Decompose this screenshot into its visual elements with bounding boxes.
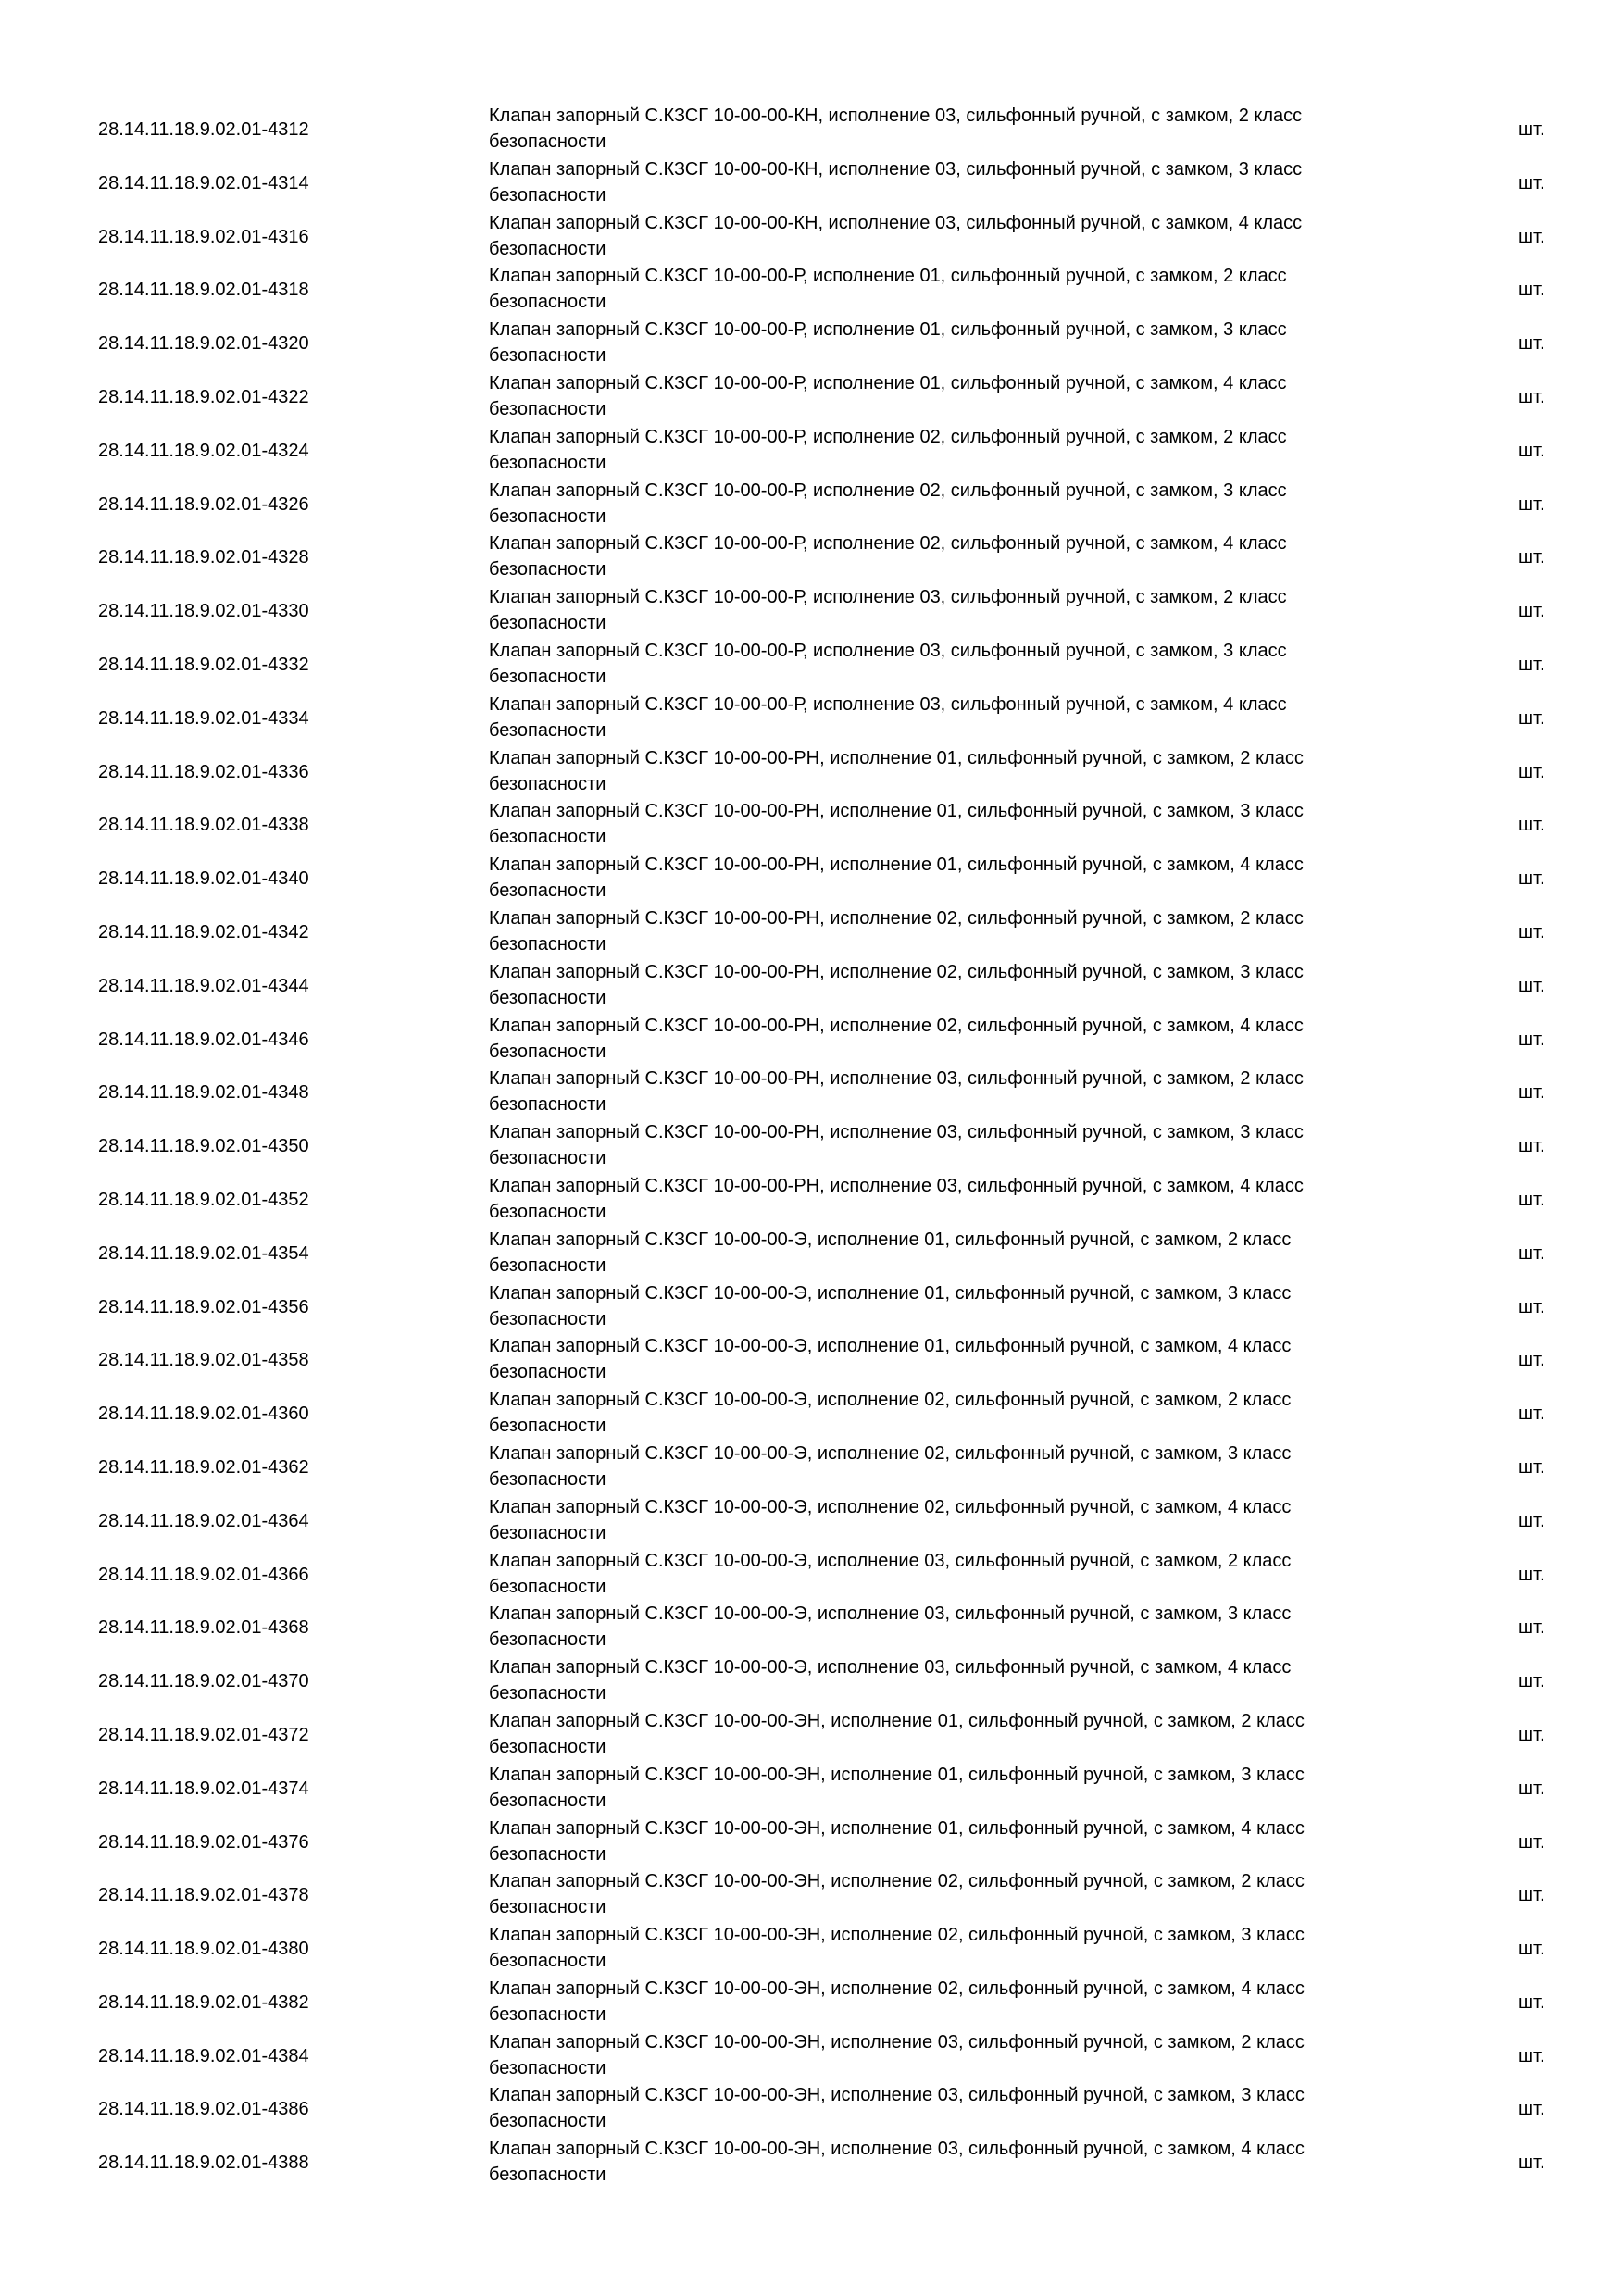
table-row [0,1173,1624,1227]
row-unit: шт. [1518,547,1545,568]
row-code: 28.14.11.18.9.02.01-4320 [98,333,309,355]
row-description: Клапан запорный С.КЗСГ 10-00-00-КН, исполнение 03, сильфонный ручной, с замком, 3 класс безопасности [489,158,1303,206]
table-row [0,1441,1624,1494]
row-description: Клапан запорный С.КЗСГ 10-00-00-РН, исполнение 02, сильфонный ручной, с замком, 3 класс безопасности [489,961,1304,1008]
table-row [0,692,1624,745]
row-unit: шт. [1518,2045,1545,2066]
row-description: Клапан запорный С.КЗСГ 10-00-00-Э, исполнение 01, сильфонный ручной, с замком, 2 класс безопасности [489,1229,1292,1276]
table-row [0,1654,1624,1708]
row-code: 28.14.11.18.9.02.01-4364 [98,1510,309,1531]
row-code: 28.14.11.18.9.02.01-4366 [98,1564,309,1585]
row-unit: шт. [1518,1189,1545,1210]
table-row [0,263,1624,317]
row-code: 28.14.11.18.9.02.01-4350 [98,1136,309,1157]
row-unit: шт. [1518,707,1545,729]
row-description: Клапан запорный С.КЗСГ 10-00-00-КН, исполнение 03, сильфонный ручной, с замком, 2 класс безопасности [489,106,1303,152]
row-unit: шт. [1518,1082,1545,1104]
row-description: Клапан запорный С.КЗСГ 10-00-00-ЭН, исполнение 03, сильфонный ручной, с замком, 3 класс безопасности [489,2085,1305,2132]
row-description: Клапан запорный С.КЗСГ 10-00-00-ЭН, исполнение 01, сильфонный ручной, с замком, 4 класс безопасности [489,1817,1305,1865]
row-code: 28.14.11.18.9.02.01-4324 [98,440,309,461]
row-unit: шт. [1518,1350,1545,1371]
row-unit: шт. [1518,921,1545,942]
row-description: Клапан запорный С.КЗСГ 10-00-00-Р, исполнение 03, сильфонный ручной, с замком, 4 класс безопасности [489,693,1287,741]
row-code: 28.14.11.18.9.02.01-4344 [98,975,309,996]
row-description: Клапан запорный С.КЗСГ 10-00-00-РН, исполнение 01, сильфонный ручной, с замком, 4 класс безопасности [489,855,1304,902]
table-row [0,745,1624,799]
table-row [0,1601,1624,1654]
table-row [0,852,1624,905]
row-code: 28.14.11.18.9.02.01-4348 [98,1082,309,1104]
table-row [0,478,1624,531]
row-code: 28.14.11.18.9.02.01-4318 [98,280,309,301]
row-unit: шт. [1518,975,1545,996]
row-description: Клапан запорный С.КЗСГ 10-00-00-ЭН, исполнение 03, сильфонный ручной, с замком, 2 класс безопасности [489,2031,1305,2078]
row-description: Клапан запорный С.КЗСГ 10-00-00-Э, исполнение 02, сильфонный ручной, с замком, 3 класс безопасности [489,1442,1292,1490]
row-unit: шт. [1518,1564,1545,1585]
table-row [0,1816,1624,1869]
row-description: Клапан запорный С.КЗСГ 10-00-00-Э, исполнение 03, сильфонный ручной, с замком, 2 класс безопасности [489,1550,1292,1597]
row-unit: шт. [1518,1510,1545,1531]
row-description: Клапан запорный С.КЗСГ 10-00-00-Р, исполнение 01, сильфонный ручной, с замком, 3 класс безопасности [489,319,1287,367]
row-description: Клапан запорный С.КЗСГ 10-00-00-ЭН, исполнение 01, сильфонный ручной, с замком, 2 класс безопасности [489,1710,1305,1757]
row-code: 28.14.11.18.9.02.01-4370 [98,1671,309,1692]
table-row [0,1333,1624,1387]
row-code: 28.14.11.18.9.02.01-4316 [98,226,309,247]
row-unit: шт. [1518,1242,1545,1264]
row-unit: шт. [1518,333,1545,355]
table-row [0,1494,1624,1548]
row-description: Клапан запорный С.КЗСГ 10-00-00-ЭН, исполнение 02, сильфонный ручной, с замком, 3 класс безопасности [489,1925,1305,1972]
row-code: 28.14.11.18.9.02.01-4346 [98,1029,309,1050]
row-unit: шт. [1518,654,1545,675]
table-row [0,1548,1624,1602]
row-unit: шт. [1518,226,1545,247]
table-row [0,210,1624,264]
row-code: 28.14.11.18.9.02.01-4340 [98,868,309,890]
table-row [0,1227,1624,1280]
row-code: 28.14.11.18.9.02.01-4312 [98,119,309,140]
row-description: Клапан запорный С.КЗСГ 10-00-00-ЭН, исполнение 02, сильфонный ручной, с замком, 4 класс безопасности [489,1978,1305,2025]
row-code: 28.14.11.18.9.02.01-4374 [98,1778,309,1799]
row-code: 28.14.11.18.9.02.01-4356 [98,1296,309,1317]
row-description: Клапан запорный С.КЗСГ 10-00-00-РН, исполнение 03, сильфонный ручной, с замком, 2 класс безопасности [489,1068,1304,1116]
table-row [0,1280,1624,1334]
row-description: Клапан запорный С.КЗСГ 10-00-00-Р, исполнение 03, сильфонный ручной, с замком, 3 класс безопасности [489,640,1287,687]
row-unit: шт. [1518,1991,1545,2013]
row-description: Клапан запорный С.КЗСГ 10-00-00-ЭН, исполнение 03, сильфонный ручной, с замком, 4 класс безопасности [489,2139,1305,2186]
row-unit: шт. [1518,1136,1545,1157]
table-row [0,1387,1624,1441]
table-row [0,959,1624,1013]
row-unit: шт. [1518,868,1545,890]
row-code: 28.14.11.18.9.02.01-4322 [98,386,309,407]
row-description: Клапан запорный С.КЗСГ 10-00-00-Э, исполнение 01, сильфонный ручной, с замком, 4 класс безопасности [489,1336,1292,1383]
row-unit: шт. [1518,172,1545,193]
row-unit: шт. [1518,1671,1545,1692]
row-code: 28.14.11.18.9.02.01-4368 [98,1617,309,1639]
row-description: Клапан запорный С.КЗСГ 10-00-00-РН, исполнение 03, сильфонный ручной, с замком, 3 класс безопасности [489,1122,1304,1169]
row-code: 28.14.11.18.9.02.01-4360 [98,1404,309,1425]
row-code: 28.14.11.18.9.02.01-4378 [98,1885,309,1906]
row-code: 28.14.11.18.9.02.01-4358 [98,1350,309,1371]
row-description: Клапан запорный С.КЗСГ 10-00-00-Р, исполнение 01, сильфонный ручной, с замком, 2 класс безопасности [489,266,1287,313]
table-row [0,530,1624,584]
row-code: 28.14.11.18.9.02.01-4354 [98,1242,309,1264]
row-description: Клапан запорный С.КЗСГ 10-00-00-РН, исполнение 01, сильфонный ручной, с замком, 3 класс безопасности [489,801,1304,848]
row-unit: шт. [1518,386,1545,407]
table-row [0,317,1624,370]
row-code: 28.14.11.18.9.02.01-4386 [98,2099,309,2120]
row-description: Клапан запорный С.КЗСГ 10-00-00-Р, исполнение 02, сильфонный ручной, с замком, 2 класс безопасности [489,426,1287,473]
table-row [0,370,1624,424]
row-code: 28.14.11.18.9.02.01-4342 [98,921,309,942]
table-row [0,2082,1624,2136]
row-code: 28.14.11.18.9.02.01-4388 [98,2152,309,2174]
row-unit: шт. [1518,2099,1545,2120]
row-unit: шт. [1518,119,1545,140]
row-unit: шт. [1518,1778,1545,1799]
row-description: Клапан запорный С.КЗСГ 10-00-00-РН, исполнение 02, сильфонный ручной, с замком, 2 класс безопасности [489,907,1304,955]
row-unit: шт. [1518,815,1545,836]
table-row [0,2136,1624,2190]
table-row [0,1868,1624,1922]
row-description: Клапан запорный С.КЗСГ 10-00-00-РН, исполнение 01, сильфонный ручной, с замком, 2 класс безопасности [489,747,1304,794]
table-row [0,156,1624,210]
table-row [0,638,1624,692]
row-code: 28.14.11.18.9.02.01-4382 [98,1991,309,2013]
table-row [0,1762,1624,1816]
row-code: 28.14.11.18.9.02.01-4328 [98,547,309,568]
row-description: Клапан запорный С.КЗСГ 10-00-00-Э, исполнение 03, сильфонный ручной, с замком, 4 класс безопасности [489,1657,1292,1704]
table-row [0,1976,1624,2029]
row-unit: шт. [1518,1885,1545,1906]
row-unit: шт. [1518,493,1545,515]
table-row [0,1922,1624,1976]
row-description: Клапан запорный С.КЗСГ 10-00-00-Э, исполнение 02, сильфонный ручной, с замком, 4 класс безопасности [489,1496,1292,1543]
row-unit: шт. [1518,1939,1545,1960]
row-code: 28.14.11.18.9.02.01-4372 [98,1724,309,1745]
table-row [0,2029,1624,2083]
row-code: 28.14.11.18.9.02.01-4384 [98,2045,309,2066]
row-code: 28.14.11.18.9.02.01-4334 [98,707,309,729]
row-description: Клапан запорный С.КЗСГ 10-00-00-Р, исполнение 02, сильфонный ручной, с замком, 4 класс безопасности [489,533,1287,580]
table-row [0,424,1624,478]
row-description: Клапан запорный С.КЗСГ 10-00-00-ЭН, исполнение 02, сильфонный ручной, с замком, 2 класс безопасности [489,1871,1305,1918]
table-row [0,905,1624,959]
row-unit: шт. [1518,1456,1545,1478]
row-description: Клапан запорный С.КЗСГ 10-00-00-Р, исполнение 03, сильфонный ручной, с замком, 2 класс безопасности [489,587,1287,634]
row-code: 28.14.11.18.9.02.01-4352 [98,1189,309,1210]
table-row [0,798,1624,852]
table-row [0,1119,1624,1173]
row-code: 28.14.11.18.9.02.01-4326 [98,493,309,515]
row-description: Клапан запорный С.КЗСГ 10-00-00-Э, исполнение 01, сильфонный ручной, с замком, 3 класс безопасности [489,1282,1292,1329]
table-row [0,1013,1624,1067]
table-row [0,584,1624,638]
row-unit: шт. [1518,761,1545,782]
table-row [0,103,1624,156]
row-code: 28.14.11.18.9.02.01-4314 [98,172,309,193]
row-code: 28.14.11.18.9.02.01-4336 [98,761,309,782]
row-unit: шт. [1518,1296,1545,1317]
row-unit: шт. [1518,1831,1545,1853]
row-description: Клапан запорный С.КЗСГ 10-00-00-Р, исполнение 01, сильфонный ручной, с замком, 4 класс безопасности [489,372,1287,419]
table-row [0,1066,1624,1119]
row-description: Клапан запорный С.КЗСГ 10-00-00-ЭН, исполнение 01, сильфонный ручной, с замком, 3 класс безопасности [489,1764,1305,1811]
row-unit: шт. [1518,280,1545,301]
row-code: 28.14.11.18.9.02.01-4376 [98,1831,309,1853]
row-description: Клапан запорный С.КЗСГ 10-00-00-КН, исполнение 03, сильфонный ручной, с замком, 4 класс безопасности [489,212,1303,259]
row-code: 28.14.11.18.9.02.01-4332 [98,654,309,675]
row-unit: шт. [1518,2152,1545,2174]
row-description: Клапан запорный С.КЗСГ 10-00-00-РН, исполнение 03, сильфонный ручной, с замком, 4 класс безопасности [489,1175,1304,1222]
row-unit: шт. [1518,1029,1545,1050]
table-row [0,1708,1624,1762]
row-code: 28.14.11.18.9.02.01-4380 [98,1939,309,1960]
price-list-table [0,103,1624,2190]
row-description: Клапан запорный С.КЗСГ 10-00-00-Р, исполнение 02, сильфонный ручной, с замком, 3 класс безопасности [489,480,1287,527]
row-description: Клапан запорный С.КЗСГ 10-00-00-РН, исполнение 02, сильфонный ручной, с замком, 4 класс безопасности [489,1015,1304,1062]
row-code: 28.14.11.18.9.02.01-4362 [98,1456,309,1478]
row-unit: шт. [1518,1724,1545,1745]
row-code: 28.14.11.18.9.02.01-4330 [98,601,309,622]
row-description: Клапан запорный С.КЗСГ 10-00-00-Э, исполнение 03, сильфонный ручной, с замком, 3 класс безопасности [489,1603,1292,1651]
row-unit: шт. [1518,601,1545,622]
row-unit: шт. [1518,1404,1545,1425]
row-description: Клапан запорный С.КЗСГ 10-00-00-Э, исполнение 02, сильфонный ручной, с замком, 2 класс безопасности [489,1390,1292,1437]
row-unit: шт. [1518,440,1545,461]
row-code: 28.14.11.18.9.02.01-4338 [98,815,309,836]
row-unit: шт. [1518,1617,1545,1639]
